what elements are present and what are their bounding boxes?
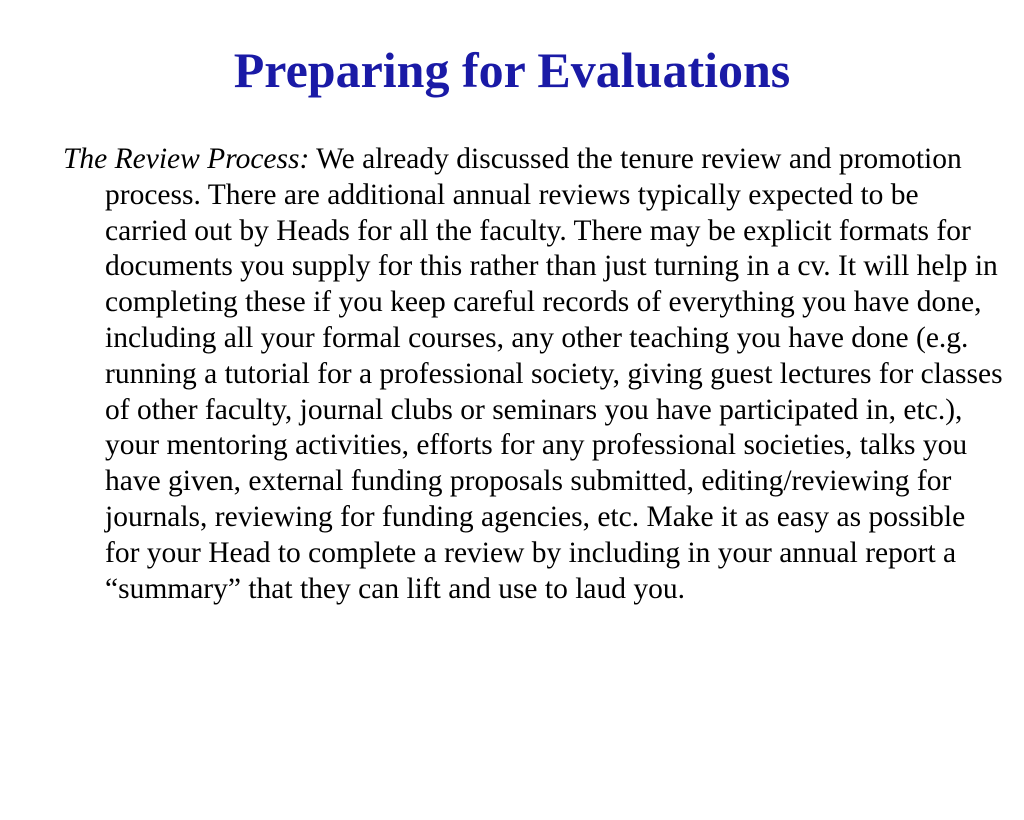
- slide-title: Preparing for Evaluations: [233, 42, 791, 98]
- body-paragraph: [63, 142, 1005, 607]
- paragraph-text: We already discussed the tenure review and promotion process. There are additional annual reviews typically expected to be carried out by Heads for all the faculty. There may be explicit formats for documents you supply for this rather than just turning in a cv. It will help in completing these if you keep careful records of everything you have done, including all your formal courses, any other teaching you have done (e.g. running a tutorial for a professional society, giving guest lectures for classes of other faculty, journal clubs or seminars you have participated in, etc.), your mentoring activities, efforts for any professional societies, talks you have given, external funding proposals submitted, editing/reviewing for journals, reviewing for funding agencies, etc. Make it as easy as possible for your Head to complete a review by including in your annual report a “summary” that they can lift and use to laud you.: [105, 143, 1003, 605]
- paragraph-lead: The Review Process:: [63, 143, 310, 175]
